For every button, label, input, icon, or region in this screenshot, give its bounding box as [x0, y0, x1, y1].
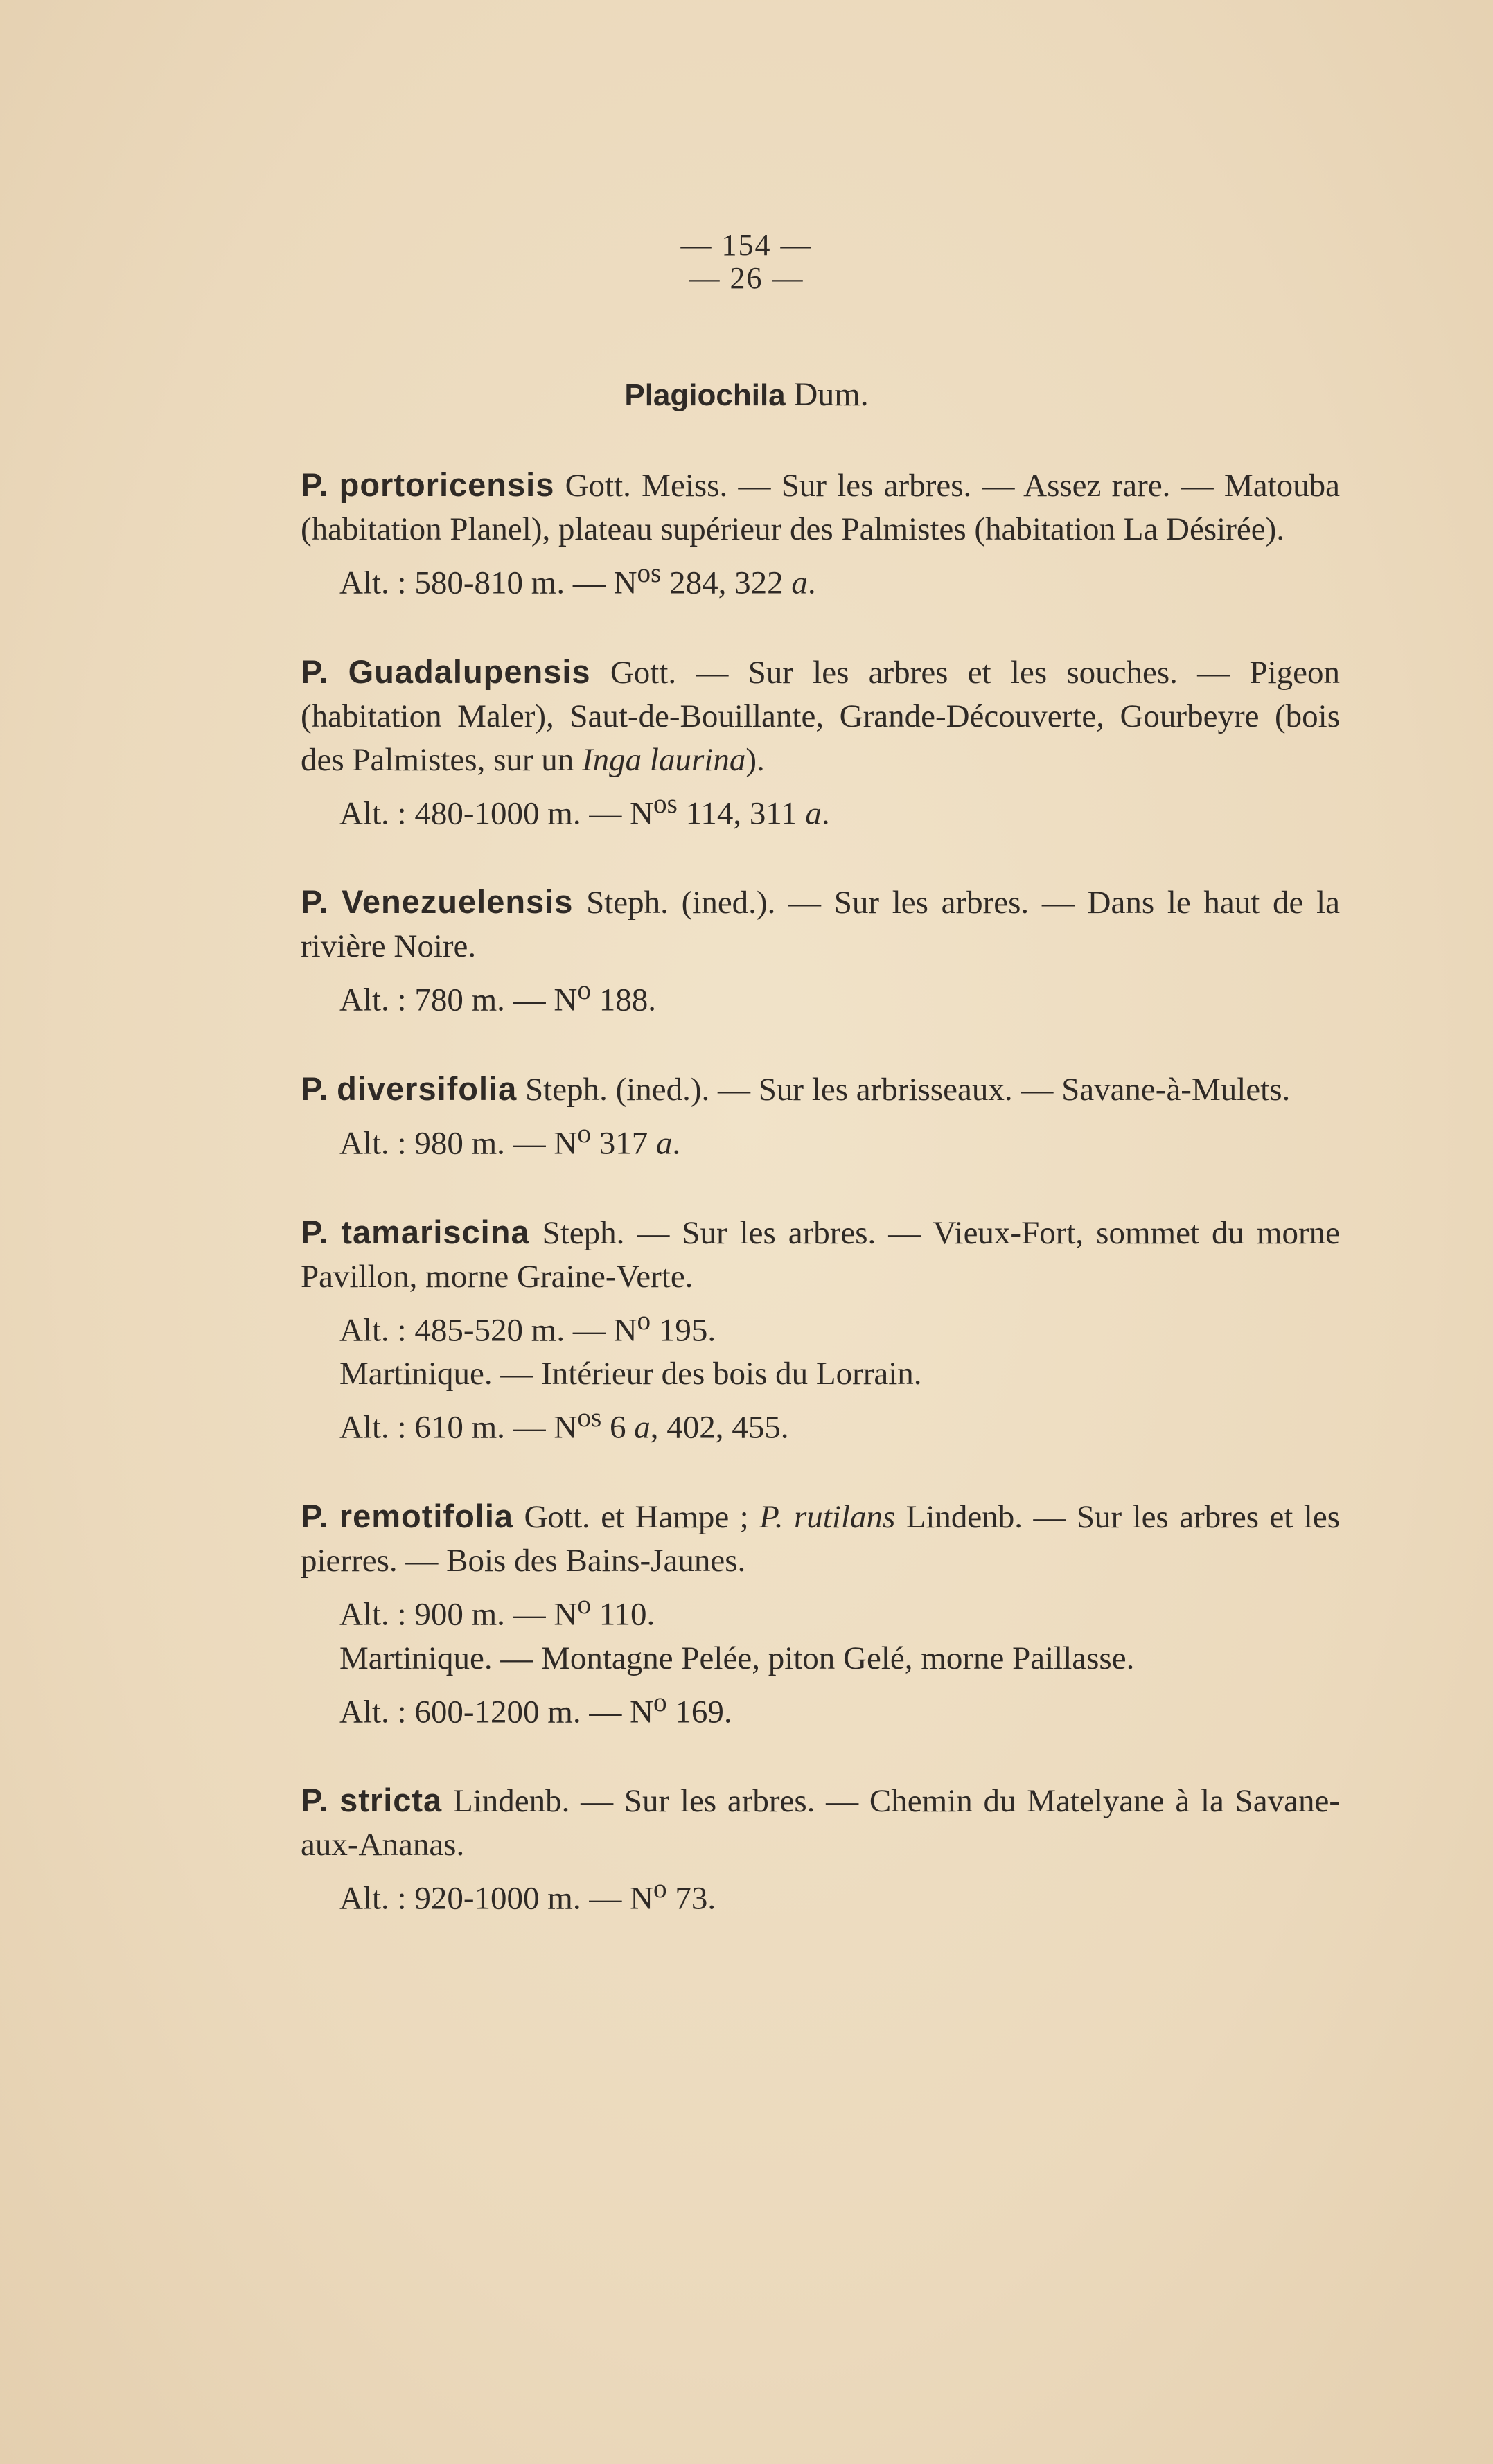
- species-entry: [301, 650, 1340, 836]
- entry-description: [301, 1067, 1340, 1112]
- entry-description: P. remotifolia Gott. et Hampe ; P. rutilans Lindenb. — Sur les arbres et les pierres. — Bois des Bains-Jaunes.: [301, 1497, 1340, 1579]
- altitude-line: Alt. : 580-810 m. — $N^{os}$ 284, 322 a.: [339, 558, 816, 601]
- species-name: Guadalupensis: [348, 653, 591, 690]
- altitude-line: Alt. : 610 m. — $N^{os}$ 6 a, 402, 455.: [339, 1403, 789, 1446]
- species-name: tamariscina: [341, 1213, 530, 1250]
- altitude-line: Alt. : 485-520 m. — $N^o$ 195.: [339, 1305, 716, 1349]
- entry-description: [301, 463, 1340, 551]
- locality-martinique: Martinique. — Montagne Pelée, piton Gelé, morne Paillasse.: [339, 1640, 1135, 1676]
- entry-text: Gott. Meiss. — Sur les arbres. — Assez rare. — Matouba (habitation Planel), plateau supérieur des Palmistes (habitation La Désirée).: [301, 468, 1340, 547]
- page-number-original: — 154 —: [680, 228, 813, 262]
- altitude-line: Alt. : 900 m. — $N^o$ 110.: [339, 1589, 655, 1633]
- genus-abbr: P.: [301, 466, 329, 503]
- species-name: diversifolia: [337, 1070, 518, 1107]
- genus-abbr: P.: [301, 1213, 329, 1250]
- species-name: Venezuelensis: [342, 883, 574, 921]
- entry-description: [301, 880, 1340, 968]
- page-number-reprint: — 26 —: [689, 261, 804, 295]
- species-entry: [301, 1494, 1340, 1734]
- entry-description: [301, 1210, 1340, 1299]
- synonym-name: P. rutilans: [759, 1498, 896, 1535]
- entry-text: Gott. — Sur les arbres et les souches. — Pigeon (habitation Maler), Saut-de-Bouillante, Grande-Découverte, Gourbeyre (bois des Palmistes, sur un: [301, 654, 1341, 778]
- entry-text: Steph. — Sur les arbres. — Vieux-Fort, sommet du morne Pavillon, morne Graine-Verte.: [301, 1214, 1340, 1295]
- entry-description: [301, 1778, 1340, 1867]
- genus-abbr: P.: [301, 1782, 329, 1819]
- genus-abbr: P.: [301, 1070, 329, 1107]
- species-entry: [301, 463, 1340, 605]
- genus-author: Dum.: [793, 376, 869, 413]
- species-entry: [301, 880, 1340, 1022]
- species-entry: [301, 1067, 1340, 1166]
- locality-martinique: Martinique. — Intérieur des bois du Lorrain.: [339, 1356, 922, 1392]
- genus-abbr: P.: [301, 1497, 329, 1534]
- genus-heading: [0, 375, 1493, 414]
- species-entry: [301, 1778, 1340, 1921]
- entry-text: Gott. et Hampe ;: [524, 1498, 760, 1535]
- altitude-line: Alt. : 600-1200 m. — $N^o$ 169.: [339, 1687, 732, 1730]
- species-list: [301, 463, 1340, 1965]
- species-name: stricta: [339, 1782, 443, 1819]
- species-entry: [301, 1210, 1340, 1450]
- genus-name: Plagiochila: [624, 378, 786, 412]
- altitude-line: Alt. : 980 m. — $N^o$ 317 a.: [339, 1118, 681, 1162]
- entry-text: Steph. (ined.). — Sur les arbres. — Dans le haut de la rivière Noire.: [301, 885, 1341, 965]
- species-name: remotifolia: [339, 1497, 514, 1534]
- entry-description: P. Guadalupensis Gott. — Sur les arbres et les souches. — Pigeon (habitation Maler), Saut-de-Bouillante, Grande-Découverte, Gourbeyre (bois des Palmistes, sur un Inga laurina).: [301, 653, 1341, 778]
- entry-text: Steph. (ined.). — Sur les arbrisseaux. — Savane-à-Mulets.: [525, 1071, 1291, 1108]
- entry-text: Lindenb. — Sur les arbres. — Chemin du Matelyane à la Savane-aux-Ananas.: [301, 1783, 1341, 1863]
- genus-abbr: P.: [301, 883, 329, 921]
- altitude-line: Alt. : 920-1000 m. — $N^o$ 73.: [339, 1874, 716, 1917]
- altitude-line: Alt. : 480-1000 m. — $N^{os}$ 114, 311 a.: [339, 788, 830, 832]
- host-name: Inga laurina: [582, 741, 746, 778]
- genus-abbr: P.: [301, 653, 329, 690]
- altitude-line: Alt. : 780 m. — $N^o$ 188.: [339, 975, 656, 1018]
- species-name: portoricensis: [339, 466, 555, 503]
